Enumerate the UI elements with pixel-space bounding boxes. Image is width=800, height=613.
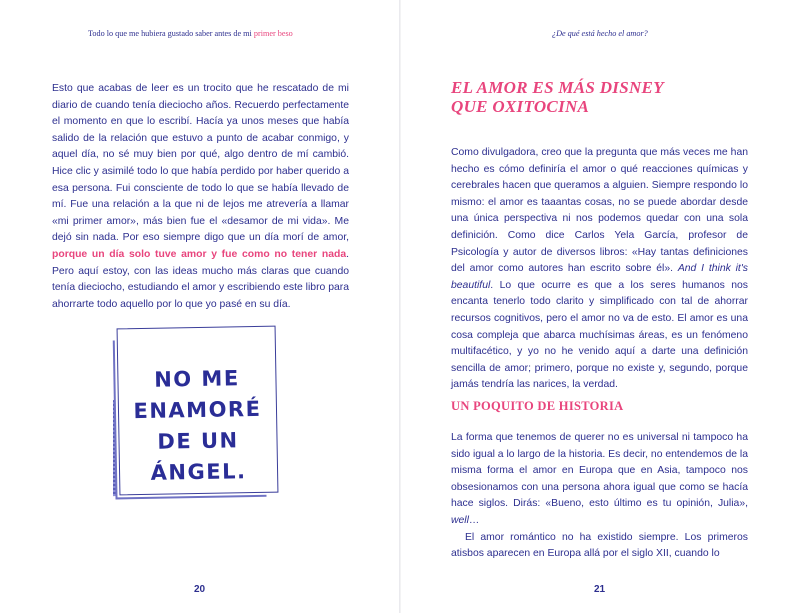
running-head-right: ¿De qué está hecho el amor? xyxy=(552,29,648,38)
paragraph-text: Como divulgadora, creo que la pregunta que más veces me han hecho es cómo definiría el amor o qué reacciones químicas y cerebrales hacen que queramos a alguien. Siempre respondo lo mismo: el amor es taaantas cosas, no se puede abordar desde una única perspectiva ni nos podemos quedar con una sola definición. Como dice Carlos Yela García, profesor de Psicología y autor de diversos libros: «Hay tantas definiciones del amor como autores han escrito sobre él». xyxy=(451,147,748,275)
note-handwriting xyxy=(118,363,277,490)
chapter-title-line-1: EL AMOR ES MÁS DISNEY xyxy=(451,78,664,97)
chapter-title-line-2: QUE OXITOCINA xyxy=(451,97,590,116)
italic-phrase: And I think it's beautiful xyxy=(451,263,748,291)
ellipsis: … xyxy=(468,514,480,526)
note-line-3: DE UN ÁNGEL. xyxy=(150,428,247,485)
page-number-left: 20 xyxy=(194,584,206,595)
running-head-highlight: primer beso xyxy=(253,29,293,38)
paragraph-text-continued: . Lo que ocurre es que a los seres humanos nos encanta tenerlo todo clarito y simplificado con tal de ahorrar recursos cognitivos, pero el amor no va de esto. El amor es una cosa compleja que abarca muchísimas áreas, es un fenómeno multifacético, y yo no he venido aquí a darte una definición sencilla de amor; primero, porque no existe y, segundo, porque jamás tendría las narices, la verdad. xyxy=(451,279,748,391)
highlighted-quote: porque un día solo tuve amor y fue como no tener nada xyxy=(52,248,347,260)
sticky-note-illustration xyxy=(117,326,279,496)
right-page xyxy=(400,0,800,613)
note-line-1: NO ME xyxy=(153,366,240,392)
paragraph-text-continued: . Pero aquí estoy, con las ideas mucho más claras que cuando tenía dieciocho, estudiando el amor y escribiendo este libro para ahorrarte todo aquello por lo que yo pasé en su día. xyxy=(52,248,349,310)
running-head-text: Todo lo que me hubiera gustado saber antes de mi xyxy=(88,29,254,38)
left-body-paragraph xyxy=(52,81,349,313)
italic-word: well xyxy=(451,514,469,526)
section-title: UN POQUITO DE HISTORIA xyxy=(451,399,624,413)
right-body-paragraph-2 xyxy=(451,430,748,563)
page-number-right: 21 xyxy=(594,584,606,595)
paragraph-text: Esto que acabas de leer es un trocito que he rescatado de mi diario de cuando tenía dieciocho años. Recuerdo perfectamente el momento en que lo escribí. Hacía ya unos meses que había salido de la relación que estuvo a punto de acabar conmigo, y aquel día, no sé muy bien por qué, algo dentro de mí cambió. Hice clic y asimilé todo lo que había perdido por haber querido a esa persona. Fui consciente de todo lo que se había llevado de mí. Fue una relación a la que ni de lejos me atrevería a llamar «mi primer amor», más bien fue el «desamor de mi vida». Me dejó sin nada. Por eso siempre digo que un día morí de amor, xyxy=(52,83,349,244)
right-body-paragraph-1 xyxy=(451,145,748,394)
note-line-2: ENAMORÉ xyxy=(133,396,262,424)
chapter-title xyxy=(451,78,751,116)
running-head-left xyxy=(88,29,293,38)
right-body-paragraph-3: El amor romántico no ha existido siempre. Los primeros atisbos aparecen en Europa allá por el siglo XII, cuando lo xyxy=(451,531,748,560)
paragraph-text: La forma que tenemos de querer no es universal ni tampoco ha sido igual a lo largo de la historia. Es decir, no entendemos de la misma forma el amor en Europa que en Asia, tampoco nos obsesionamos con una persona ahora igual que como se hacía hace siglos. Dirás: «Bueno, esto último es tu opinión, Julia», xyxy=(451,432,748,510)
